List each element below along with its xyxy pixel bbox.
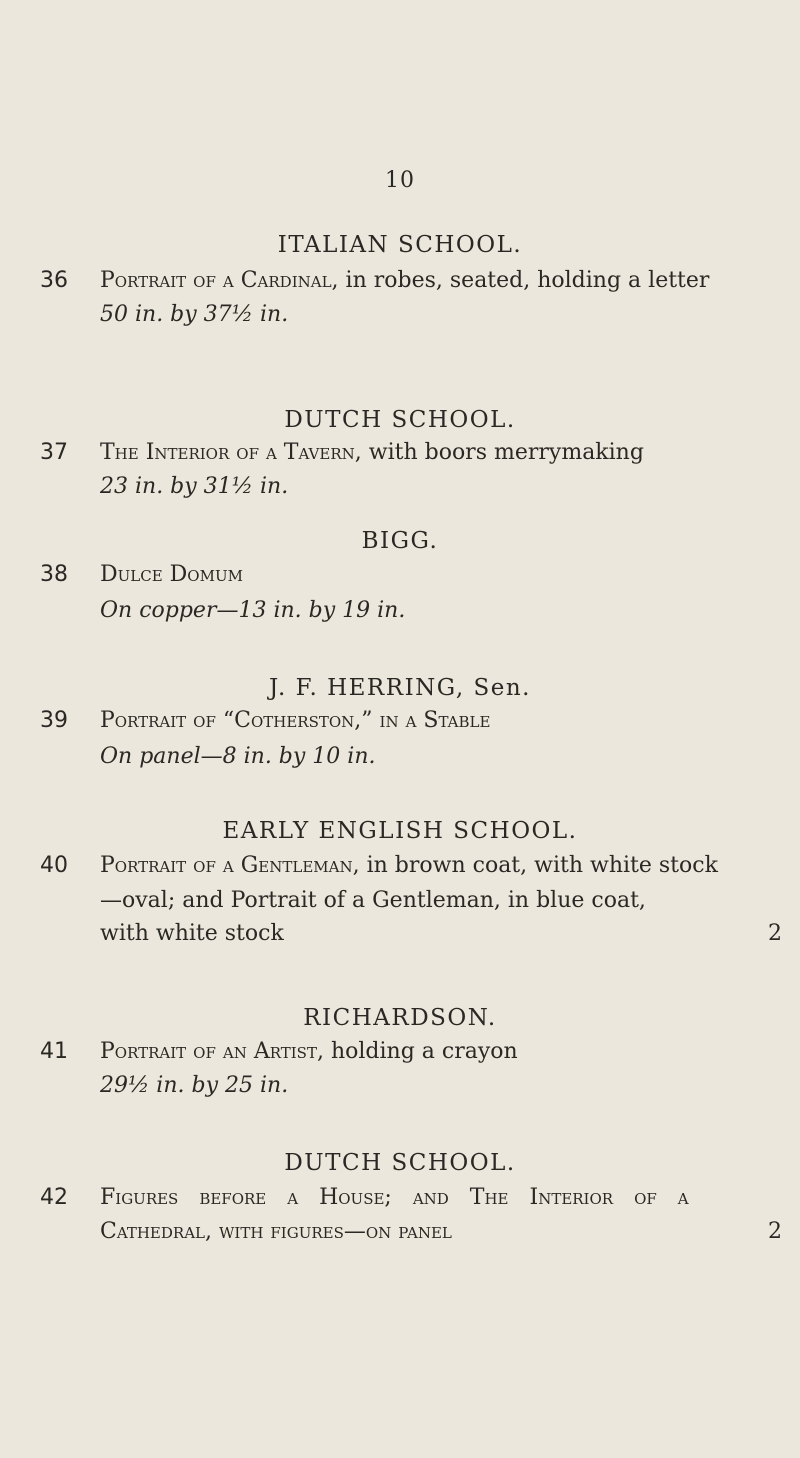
lot-number: 39 <box>40 708 68 733</box>
lot-description <box>100 853 718 878</box>
lot-number: 38 <box>40 562 68 587</box>
section-heading-bigg: BIGG. <box>361 528 439 554</box>
lot-description-rest: with boors merrymaking <box>361 440 644 465</box>
lot-title: Dulce Domum <box>100 562 243 587</box>
lot-description-rest: in robes, seated, holding a letter <box>338 268 710 293</box>
lot-title: Figures before a House; and The Interior of a <box>100 1185 689 1210</box>
lot-description <box>100 268 709 293</box>
lot-dimensions: On panel—8 in. by 10 in. <box>100 744 376 769</box>
lot-price: 2 <box>768 921 782 946</box>
section-heading-herring: J. F. HERRING, Sen. <box>269 675 531 701</box>
section-heading-dutch-school: DUTCH SCHOOL. <box>284 407 516 433</box>
lot-title: Portrait of “Cotherston,” in a Stable <box>100 708 491 733</box>
lot-dimensions: 50 in. by 37½ in. <box>100 302 289 327</box>
lot-description-line-2: —oval; and Portrait of a Gentleman, in blue coat, <box>100 888 646 913</box>
section-heading-dutch-school-2: DUTCH SCHOOL. <box>284 1150 516 1176</box>
lot-dimensions: 23 in. by 31½ in. <box>100 474 289 499</box>
lot-price: 2 <box>768 1219 782 1244</box>
lot-number: 40 <box>40 853 68 878</box>
lot-title: Portrait of an Artist, <box>100 1039 324 1064</box>
lot-title: The Interior of a Tavern, <box>100 440 362 465</box>
page-number: 10 <box>385 168 415 193</box>
lot-dimensions: 29½ in. by 25 in. <box>100 1073 289 1098</box>
lot-number: 37 <box>40 440 68 465</box>
lot-description-rest: holding a crayon <box>323 1039 518 1064</box>
lot-dimensions: On copper—13 in. by 19 in. <box>100 598 406 623</box>
lot-number: 36 <box>40 268 68 293</box>
lot-description <box>100 1039 518 1064</box>
lot-number: 41 <box>40 1039 68 1064</box>
lot-number: 42 <box>40 1185 68 1210</box>
lot-description-line-2: Cathedral, with figures—on panel <box>100 1219 452 1244</box>
lot-title: Portrait of a Gentleman, <box>100 853 360 878</box>
lot-description-rest: in brown coat, with white stock <box>359 853 718 878</box>
section-heading-richardson: RICHARDSON. <box>303 1005 497 1031</box>
section-heading-italian-school: ITALIAN SCHOOL. <box>277 232 523 258</box>
lot-description <box>100 440 644 465</box>
lot-description-line-3: with white stock <box>100 921 284 946</box>
lot-title: Portrait of a Cardinal, <box>100 268 339 293</box>
section-heading-early-english-school: EARLY ENGLISH SCHOOL. <box>222 818 578 844</box>
